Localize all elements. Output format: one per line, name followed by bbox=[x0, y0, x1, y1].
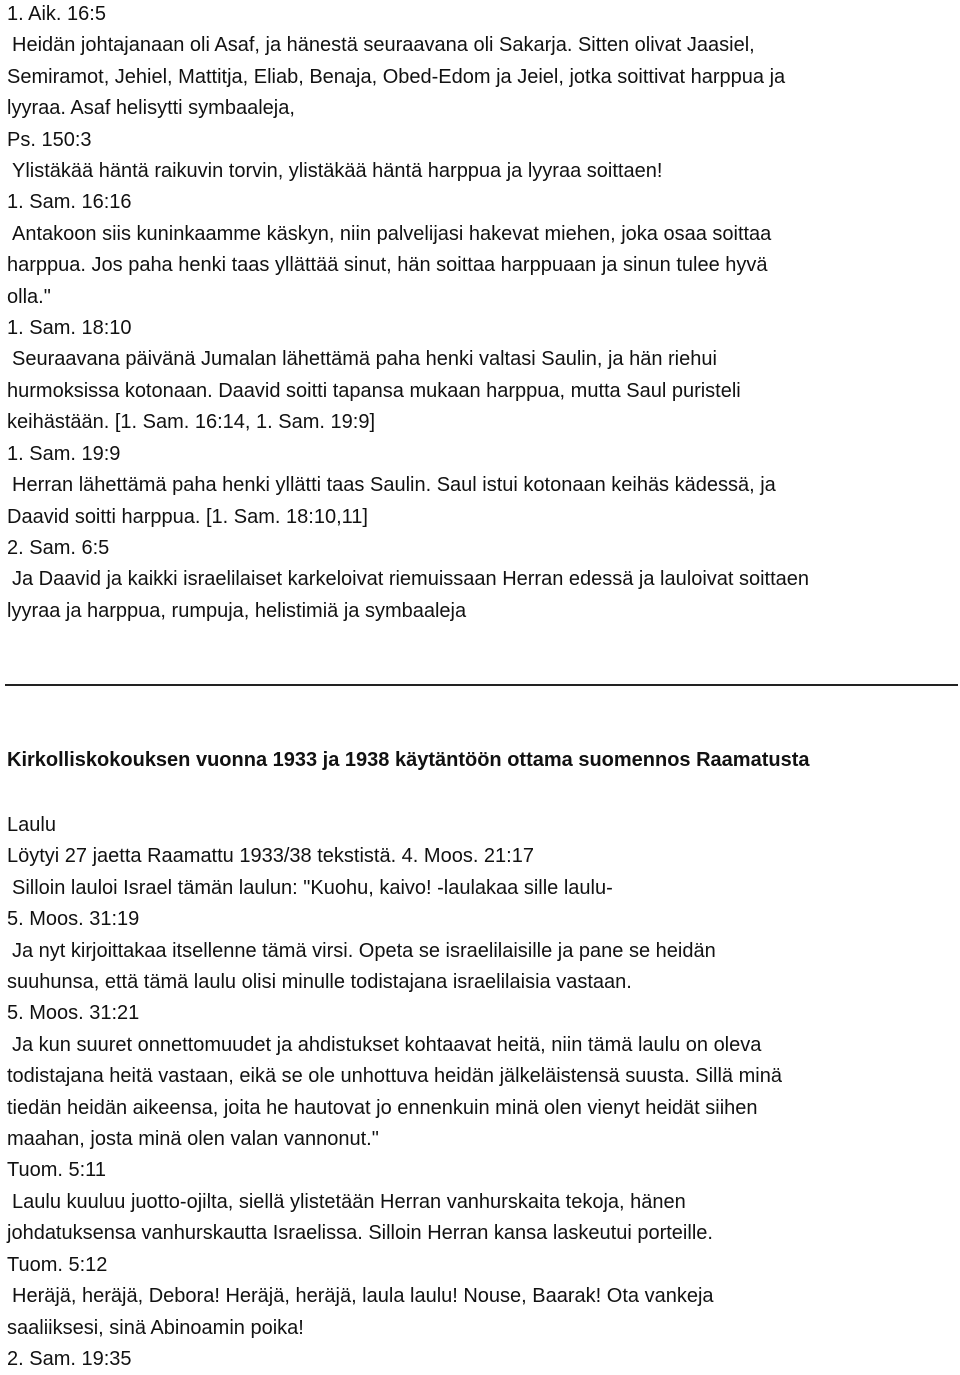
verse-text-continued: suuhunsa, että tämä laulu olisi minulle todistajana israelilaisia vastaan. bbox=[7, 971, 632, 994]
verse-text-continued: keihästään. [1. Sam. 16:14, 1. Sam. 19:9] bbox=[7, 411, 375, 434]
verse-text: Ylistäkää häntä raikuvin torvin, ylistäkää häntä harppua ja lyyraa soittaen! bbox=[12, 160, 663, 183]
verse-reference: 2. Sam. 19:35 bbox=[7, 1347, 132, 1370]
verse-reference: Laulu bbox=[7, 814, 56, 836]
verse-reference: 1. Sam. 19:9 bbox=[7, 442, 121, 465]
verse-text: Heräjä, heräjä, Debora! Heräjä, heräjä, laula laulu! Nouse, Baarak! Ota vankeja bbox=[12, 1285, 714, 1308]
verse-reference: Tuom. 5:12 bbox=[7, 1253, 108, 1276]
bible-results-part2 bbox=[7, 810, 957, 1375]
verse-text-continued: maahan, josta minä olen valan vannonut." bbox=[7, 1128, 379, 1151]
verse-reference: 1. Sam. 16:16 bbox=[7, 191, 132, 214]
verse-reference: Tuom. 5:11 bbox=[7, 1159, 106, 1182]
verse-text-continued: lyyraa. Asaf helisytti symbaaleja, bbox=[7, 97, 295, 120]
verse-text-continued: saaliiksesi, sinä Abinoamin poika! bbox=[7, 1316, 304, 1339]
verse-text: Ja Daavid ja kaikki israelilaiset karkeloivat riemuissaan Herran edessä ja lauloivat soittaen bbox=[12, 568, 810, 591]
verse-text: Silloin lauloi Israel tämän laulun: "Kuohu, kaivo! -laulakaa sille laulu- bbox=[12, 876, 613, 899]
verse-text-continued: hurmoksissa kotonaan. Daavid soitti tapansa mukaan harppua, mutta Saul puristeli bbox=[7, 379, 741, 402]
verse-text-continued: Semiramot, Jehiel, Mattitja, Eliab, Benaja, Obed-Edom ja Jeiel, jotka soittivat harppua ja bbox=[7, 65, 786, 88]
verse-text-continued: tiedän heidän aikeensa, joita he hautovat jo ennenkuin minä olen vienyt heidät siihen bbox=[7, 1096, 758, 1119]
section-divider bbox=[5, 684, 958, 686]
verse-text-continued: Daavid soitti harppua. [1. Sam. 18:10,11] bbox=[7, 505, 368, 528]
verse-text-continued: johdatuksensa vanhurskautta Israelissa. Silloin Herran kansa laskeutui porteille. bbox=[7, 1222, 713, 1245]
verse-text-continued: lyyraa ja harppua, rumpuja, helistimiä ja symbaaleja bbox=[7, 599, 467, 622]
verse-reference: 1. Aik. 16:5 bbox=[7, 3, 106, 25]
verse-text: Ja nyt kirjoittakaa itsellenne tämä virsi. Opeta se israelilaisille ja pane se heidän bbox=[12, 939, 716, 962]
verse-text-continued: todistajana heitä vastaan, eikä se ole unhottuva heidän jälkeläistensä suusta. Sillä minä bbox=[7, 1065, 782, 1088]
verse-reference: 5. Moos. 31:21 bbox=[7, 1002, 140, 1025]
verse-text: Heidän johtajanaan oli Asaf, ja hänestä seuraavana oli Sakarja. Sitten olivat Jaasiel, bbox=[12, 34, 755, 57]
verse-reference: Ps. 150:3 bbox=[7, 128, 92, 151]
verse-text: Laulu kuuluu juotto-ojilta, siellä ylistetään Herran vanhurskaita tekoja, hänen bbox=[12, 1190, 686, 1213]
verse-text: Seuraavana päivänä Jumalan lähettämä paha henki valtasi Saulin, ja hän riehui bbox=[12, 348, 717, 371]
verse-reference: Löytyi 27 jaetta Raamattu 1933/38 tekstistä. 4. Moos. 21:17 bbox=[7, 845, 534, 868]
verse-text-continued: harppua. Jos paha henki taas yllättää sinut, hän soittaa harppuaan ja sinun tulee hyvä bbox=[7, 254, 768, 277]
verse-reference: 1. Sam. 18:10 bbox=[7, 317, 132, 340]
verse-text: Herran lähettämä paha henki yllätti taas Saulin. Saul istui kotonaan keihäs kädessä, ja bbox=[12, 474, 776, 497]
section-title: Kirkolliskokouksen vuonna 1933 ja 1938 käytäntöön ottama suomennos Raamatusta bbox=[7, 749, 810, 771]
verse-reference: 5. Moos. 31:19 bbox=[7, 908, 140, 931]
verse-text-continued: olla." bbox=[7, 285, 51, 308]
verse-text: Ja kun suuret onnettomuudet ja ahdistukset kohtaavat heitä, niin tämä laulu on oleva bbox=[12, 1033, 762, 1056]
verse-text: Antakoon siis kuninkaamme käskyn, niin palvelijasi hakevat miehen, joka osaa soittaa bbox=[12, 222, 772, 245]
bible-results-part1 bbox=[7, 0, 957, 627]
verse-reference: 2. Sam. 6:5 bbox=[7, 536, 110, 559]
